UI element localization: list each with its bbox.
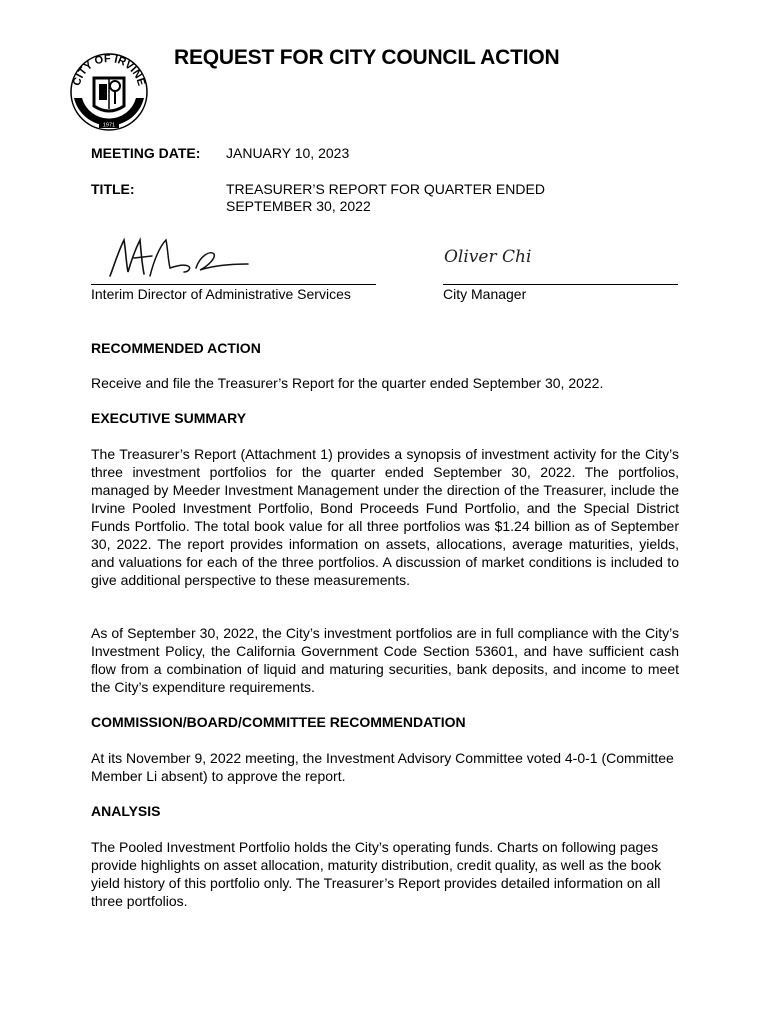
meeting-date-label: MEETING DATE:: [91, 145, 201, 161]
seal-year: 1971: [102, 122, 116, 129]
executive-summary-paragraph-2: As of September 30, 2022, the City’s investment portfolios are in full compliance with the City’s Investment Policy, the California Government Code Section 53601, and have sufficient cash flow from a combination of liquid and maturing securities, bank deposits, and income to meet the City’s expenditure requirements.: [91, 625, 679, 695]
recommended-action-text: Receive and file the Treasurer’s Report for the quarter ended September 30, 2022.: [91, 375, 604, 391]
commission-heading: COMMISSION/BOARD/COMMITTEE RECOMMENDATION: [91, 714, 466, 730]
city-manager-caption: City Manager: [443, 286, 527, 302]
city-manager-signature-line: [443, 284, 678, 285]
title-value-line2: SEPTEMBER 30, 2022: [226, 198, 371, 214]
analysis-text: The Pooled Investment Portfolio holds the City’s operating funds. Charts on following pages provide highlights on asset allocation, maturity distribution, credit quality, as well as the book yield history of this portfolio only. The Treasurer’s Report provides detailed information on all three portfolios.: [91, 839, 662, 909]
director-signature-line: [91, 284, 376, 285]
commission-text: At its November 9, 2022 meeting, the Investment Advisory Committee voted 4-0-1 (Committee Member Li absent) to approve the report.: [91, 750, 674, 784]
director-signature: [104, 236, 254, 282]
title-label: TITLE:: [91, 181, 135, 197]
recommended-action-heading: RECOMMENDED ACTION: [91, 340, 261, 356]
meeting-date-value: JANUARY 10, 2023: [226, 145, 350, 161]
city-manager-signature: Oliver Chi: [444, 247, 532, 267]
executive-summary-paragraph-1: The Treasurer’s Report (Attachment 1) provides a synopsis of investment activity for the City’s three investment portfolios for the quarter ended September 30, 2022. The portfolios, managed by Meeder Investment Management under the direction of the Treasurer, include the Irvine Pooled Investment Portfolio, Bond Proceeds Fund Portfolio, and the Special District Funds Portfolio. The total book value for all three portfolios was $1.24 billion as of September 30, 2022. The report provides information on assets, allocations, average maturities, yields, and valuations for each of the three portfolios. A discussion of market conditions is included to give additional perspective to these measurements.: [91, 446, 679, 588]
seal-text: CITY OF IRVINE: [70, 52, 148, 88]
executive-summary-heading: EXECUTIVE SUMMARY: [91, 410, 247, 426]
city-seal-icon: [66, 46, 152, 132]
page-title: REQUEST FOR CITY COUNCIL ACTION: [174, 46, 560, 69]
director-caption: Interim Director of Administrative Services: [91, 286, 351, 302]
title-value-line1: TREASURER’S REPORT FOR QUARTER ENDED: [226, 181, 545, 197]
analysis-heading: ANALYSIS: [91, 803, 161, 819]
